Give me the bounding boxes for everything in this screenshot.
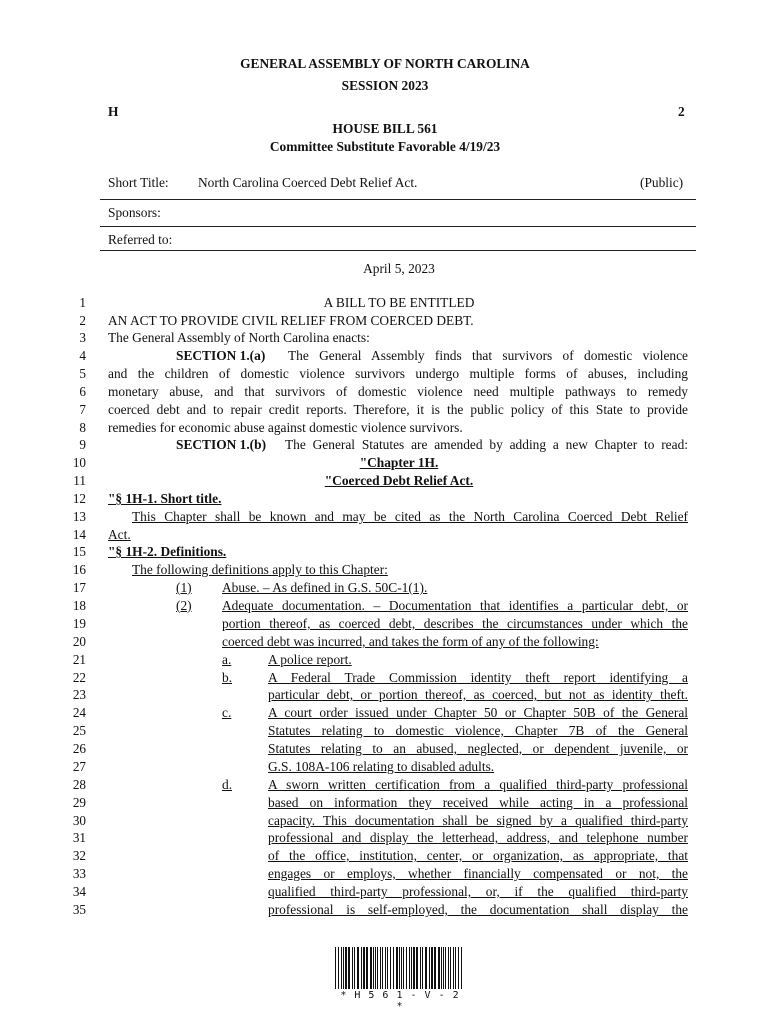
line-number: 24 (72, 705, 86, 720)
line-number: 11 (73, 473, 86, 488)
barcode-bar (429, 947, 430, 989)
barcode-bar (390, 947, 391, 989)
line-number: 31 (72, 830, 86, 845)
barcode-bar (363, 947, 365, 989)
line-number: 27 (72, 759, 86, 774)
barcode-bar (399, 947, 400, 989)
bill-entitled: A BILL TO BE ENTITLED (323, 295, 475, 310)
body-line: coerced debt was incurred, and takes the form of any of the following: (222, 634, 599, 649)
barcode-bar (455, 947, 456, 989)
barcode-bar (385, 947, 386, 989)
section-number: SECTION 1.(b) (176, 437, 267, 452)
line-number: 16 (72, 562, 86, 577)
barcode-bar (406, 947, 407, 989)
barcode-bar (393, 947, 394, 989)
short-title: North Carolina Coerced Debt Relief Act. (198, 175, 418, 190)
body-line: A police report. (268, 652, 352, 667)
line-number: 23 (72, 687, 86, 702)
barcode-bar (387, 947, 388, 989)
assembly-heading: GENERAL ASSEMBLY OF NORTH CAROLINA (240, 56, 530, 71)
divider (100, 250, 696, 251)
act-title: AN ACT TO PROVIDE CIVIL RELIEF FROM COERCED DEBT. (108, 313, 474, 328)
line-number: 4 (79, 348, 86, 363)
body-line: professional and display the letterhead, address, and telephone number (268, 830, 688, 845)
body-line: The following definitions apply to this Chapter: (132, 562, 388, 577)
body-line: Act. (108, 527, 131, 542)
body-line: The General Statutes are amended by adding a new Chapter to read: (285, 437, 688, 452)
barcode-bar (345, 947, 347, 989)
barcode-bar (403, 947, 404, 989)
body-line: A court order issued under Chapter 50 or Chapter 50B of the General (268, 705, 688, 720)
body-line: engages or employs, whether financially compensated or not, the (268, 866, 688, 881)
referred-label: Referred to: (108, 232, 173, 247)
barcode-bar (425, 947, 427, 989)
barcode-bar (338, 947, 339, 989)
line-number: 32 (72, 848, 86, 863)
line-number: 33 (72, 866, 86, 881)
line-number: 8 (79, 420, 86, 435)
body-line: coerced debt and to repair credit reports. Therefore, it is the public policy of this State to provide (108, 402, 688, 417)
line-number: 6 (79, 384, 86, 399)
line-number: 25 (72, 723, 86, 738)
bill-number: HOUSE BILL 561 (332, 121, 438, 136)
divider (100, 226, 696, 227)
body-line: The General Assembly finds that survivors of domestic violence (288, 348, 688, 363)
chapter-title: "Coerced Debt Relief Act. (324, 473, 474, 488)
barcode-bar (413, 947, 415, 989)
item-number: (1) (176, 580, 192, 595)
barcode-bar (431, 947, 433, 989)
barcode-bar (453, 947, 454, 989)
body-line: professional is self-employed, the documentation shall display the (268, 902, 688, 917)
body-line: A Federal Trade Commission identity theft report identifying a (268, 670, 688, 685)
body-line: and the children of domestic violence survivors undergo multiple forms of abuses, including (108, 366, 688, 381)
body-line: Statutes relating to domestic violence, Chapter 7B of the General (268, 723, 688, 738)
barcode (334, 947, 466, 989)
line-number: 19 (72, 616, 86, 631)
line-number: 12 (72, 491, 86, 506)
line-number: 5 (79, 366, 86, 381)
item-number: (2) (176, 598, 192, 613)
body-line: based on information they received while acting in a professional (268, 795, 688, 810)
body-line: G.S. 108A-106 relating to disabled adults. (268, 759, 495, 774)
section-heading (176, 348, 269, 364)
chamber-letter: H (108, 104, 119, 119)
body-line: This Chapter shall be known and may be cited as the North Carolina Coerced Debt Relief (132, 509, 688, 524)
line-number: 15 (72, 544, 86, 559)
body-line: monetary abuse, and that survivors of domestic violence need multiple pathways to remedy (108, 384, 688, 399)
barcode-bar (366, 947, 368, 989)
line-number: 13 (72, 509, 86, 524)
bill-status: Committee Substitute Favorable 4/19/23 (269, 139, 501, 154)
line-number: 10 (72, 455, 86, 470)
barcode-bar (443, 947, 444, 989)
barcode-bar (357, 947, 359, 989)
section-title: "§ 1H-2. Definitions. (108, 544, 227, 559)
chapter-number: "Chapter 1H. (359, 455, 439, 470)
barcode-bar (375, 947, 376, 989)
body-line: particular debt, or portion thereof, as coerced, but not as identity theft. (268, 687, 688, 702)
line-number: 1 (79, 295, 86, 310)
barcode-bar (458, 947, 459, 989)
barcode-bar (361, 947, 362, 989)
line-number: 35 (72, 902, 86, 917)
short-title-label: Short Title: (108, 175, 169, 190)
item-letter: a. (222, 652, 232, 667)
line-number: 22 (72, 670, 86, 685)
barcode-bar (420, 947, 421, 989)
barcode-bar (396, 947, 398, 989)
public-tag: (Public) (640, 175, 684, 190)
line-number: 7 (79, 402, 86, 417)
sponsors-label: Sponsors: (108, 205, 161, 220)
barcode-bar (450, 947, 451, 989)
barcode-bar (438, 947, 440, 989)
line-number: 18 (72, 598, 86, 613)
barcode-bar (441, 947, 442, 989)
body-line: Statutes relating to an abused, neglected, or dependent juvenile, or (268, 741, 688, 756)
body-line: of the office, institution, center, or organization, as appropriate, that (268, 848, 688, 863)
line-number: 14 (72, 527, 86, 542)
line-number: 34 (72, 884, 86, 899)
line-number: 3 (79, 330, 86, 345)
section-number: SECTION 1.(a) (176, 348, 266, 363)
item-letter: b. (222, 670, 233, 685)
enacting-clause: The General Assembly of North Carolina enacts: (108, 330, 370, 345)
version-number: 2 (678, 104, 685, 119)
body-line: capacity. This documentation shall be signed by a qualified third-party (268, 813, 688, 828)
barcode-bar (370, 947, 372, 989)
barcode-bar (335, 947, 336, 989)
barcode-bar (422, 947, 423, 989)
line-number: 28 (72, 777, 86, 792)
line-number: 21 (72, 652, 86, 667)
session-heading: SESSION 2023 (341, 78, 429, 93)
line-number: 20 (72, 634, 86, 649)
barcode-bar (380, 947, 381, 989)
barcode-text: * H 5 6 1 - V - 2 * (340, 990, 460, 1012)
barcode-bar (373, 947, 374, 989)
barcode-bar (401, 947, 402, 989)
line-number: 26 (72, 741, 86, 756)
barcode-bar (445, 947, 446, 989)
barcode-bar (409, 947, 410, 989)
body-line: Adequate documentation. – Documentation that identifies a particular debt, or (222, 598, 688, 613)
line-number: 9 (79, 437, 86, 452)
barcode-bar (352, 947, 353, 989)
barcode-bar (434, 947, 436, 989)
barcode-bar (377, 947, 378, 989)
barcode-bar (343, 947, 344, 989)
barcode-bar (411, 947, 412, 989)
barcode-bar (341, 947, 342, 989)
barcode-bar (348, 947, 350, 989)
bill-date: April 5, 2023 (363, 261, 435, 276)
body-line: A sworn written certification from a qualified third-party professional (268, 777, 688, 792)
barcode-bar (382, 947, 383, 989)
line-number: 29 (72, 795, 86, 810)
line-number: 30 (72, 813, 86, 828)
body-line: qualified third-party professional, or, if the qualified third-party (268, 884, 688, 899)
line-number: 2 (79, 313, 86, 328)
body-line: Abuse. – As defined in G.S. 50C-1(1). (222, 580, 428, 595)
divider (100, 199, 696, 200)
barcode-bar (354, 947, 355, 989)
line-number: 17 (72, 580, 86, 595)
barcode-bar (448, 947, 449, 989)
item-letter: c. (222, 705, 232, 720)
body-line: portion thereof, as coerced debt, describes the circumstances under which the (222, 616, 688, 631)
barcode-bar (416, 947, 418, 989)
item-letter: d. (222, 777, 233, 792)
section-title: "§ 1H-1. Short title. (108, 491, 222, 506)
body-line: remedies for economic abuse against domestic violence survivors. (108, 420, 463, 435)
barcode-bar (461, 947, 462, 989)
section-heading (176, 437, 266, 453)
